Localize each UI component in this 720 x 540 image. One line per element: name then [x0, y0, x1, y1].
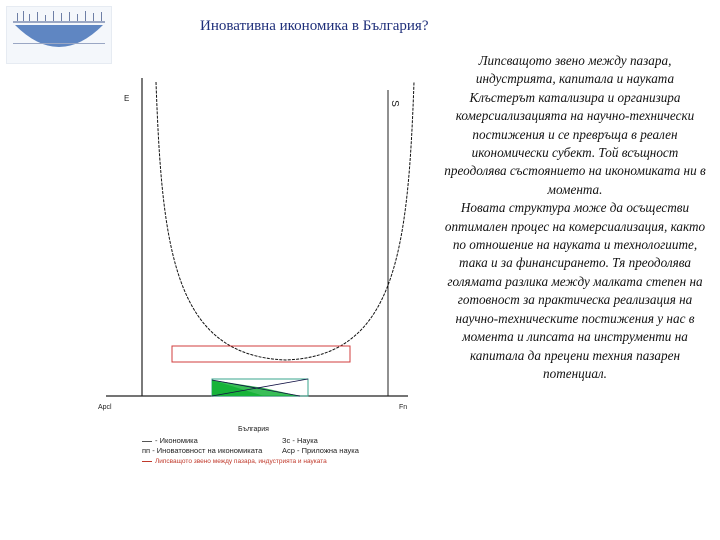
x-axis-end-label: Fn: [399, 404, 408, 411]
side-text-block: [444, 52, 706, 383]
legend-item-missing-link: [142, 458, 327, 465]
legend-marker-red: [142, 461, 152, 462]
u-curve-diagram: [96, 70, 422, 470]
u-curve: [156, 82, 414, 360]
legend-text: пп - Иноватовност на икономиката: [142, 446, 263, 455]
legend-text: Аср - Приложна наука: [282, 446, 359, 455]
legend-item-economy: [142, 436, 198, 445]
legend-text: Зс - Наука: [282, 436, 318, 445]
slide-thumbnail: [6, 6, 112, 64]
curve-label: S: [388, 100, 400, 107]
legend-item-science: [282, 436, 318, 445]
origin-label: Apcl: [98, 404, 112, 411]
y-axis-label: E: [124, 94, 130, 103]
page-title: Иновативна икономика в България?: [200, 18, 429, 34]
legend-text: - Икономика: [155, 436, 198, 445]
diagram-canvas: [96, 70, 422, 470]
side-paragraph-2: Новата структура може да осъществи оптимален процес на комерсиализация, както по отношение на науката и технологиите, така и за финансирането. Тя преодолява голямата разлика между малката степен на готовност за практическа реализация на научно-техническите постижения у нас в момента и липсата на инструменти на капитала да прецени техния пазарен потенциал.: [444, 200, 706, 381]
side-paragraph-1: Липсващото звено между пазара, индустрията, капитала и науката Клъстерът катализира и организира комерсиализацията на научно-технически постижения и се превръща в реален икономически субект. Той всъщност преодолява състоянието на икономиката ни в момента.: [444, 53, 706, 197]
legend-item-applied-science: [282, 446, 359, 455]
slide-thumbnail-icon: [7, 7, 111, 63]
legend-marker: [142, 441, 152, 442]
country-label: България: [238, 426, 269, 433]
legend-text: Липсващото звено между пазара, индустрията и науката: [155, 458, 327, 465]
legend-item-innovativeness: [142, 446, 262, 455]
